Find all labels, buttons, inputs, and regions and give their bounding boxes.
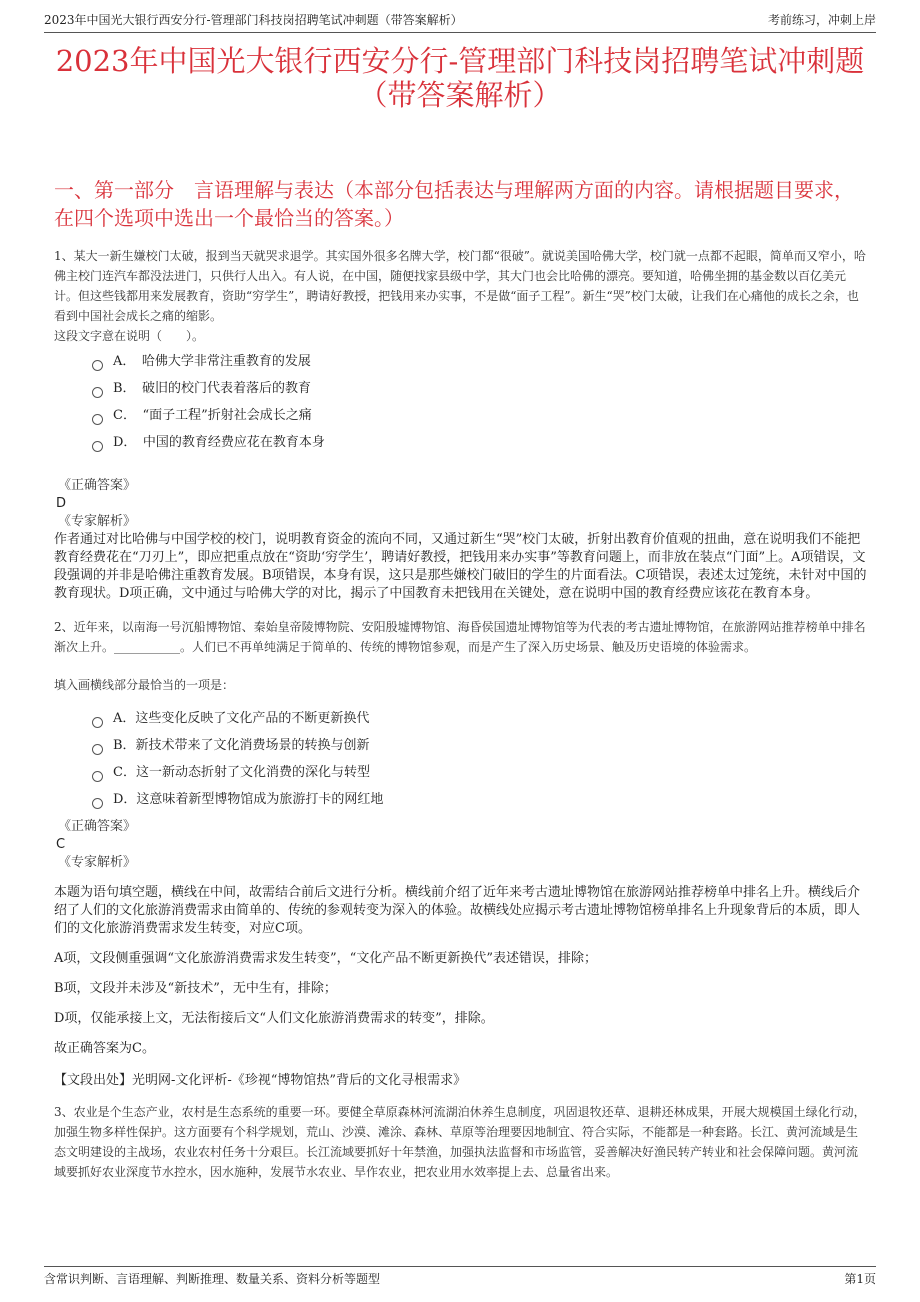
- option-a[interactable]: [92, 352, 868, 372]
- option-label: B．新技术带来了文化消费场景的转换与创新: [113, 738, 370, 753]
- footer-left-text: 含常识判断、言语理解、判断推理、数量关系、资料分析等题型: [44, 1272, 381, 1286]
- explanation-option-b: B项，文段并未涉及“新技术”，无中生有，排除；: [54, 981, 337, 996]
- option-a[interactable]: [92, 709, 868, 729]
- source-citation: 【文段出处】光明网-文化评析-《珍视“博物馆热”背后的文化寻根需求》: [54, 1073, 467, 1088]
- option-label: C．这一新动态折射了文化消费的深化与转型: [113, 765, 370, 780]
- option-d[interactable]: [92, 433, 868, 453]
- page-title: 2023年中国光大银行西安分行-管理部门科技岗招聘笔试冲刺题（带答案解析）: [55, 44, 865, 112]
- radio-icon[interactable]: [92, 414, 103, 425]
- section-heading: 一、第一部分 言语理解与表达（本部分包括表达与理解两方面的内容。请根据题目要求，在四个选项中选出一个最恰当的答案。）: [54, 178, 854, 230]
- page-header: [44, 10, 876, 33]
- answer-label: 《正确答案》: [58, 819, 137, 834]
- page-number: 第1页: [844, 1272, 876, 1286]
- content: [54, 246, 868, 1182]
- question-1-stem: 1、某大一新生嫌校门太破，报到当天就哭求退学。其实国外很多名牌大学，校门都“很破”。就说美国哈佛大学，校门就一点都不起眼，简单而又窄小，哈佛主校门连汽车都没法进门，只供行人出入。有人说，在中国，随便找家县级中学，其大门也会比哈佛的漂亮。要知道，哈佛坐拥的基金数以百亿美元计。但这些钱都用来发展教育，资助“穷学生”，聘请好教授，把钱用来办实事，不是做“面子工程”。新生“哭”校门太破，让我们在心痛他的成长之余，也看到中国社会成长之痛的缩影。: [54, 249, 866, 323]
- option-c[interactable]: [92, 763, 868, 783]
- option-b[interactable]: [92, 736, 868, 756]
- radio-icon[interactable]: [92, 744, 103, 755]
- explain-label: 《专家解析》: [58, 855, 137, 870]
- option-label: D．这意味着新型博物馆成为旅游打卡的网红地: [113, 792, 384, 807]
- explain-label: 《专家解析》: [58, 514, 137, 529]
- radio-icon[interactable]: [92, 798, 103, 809]
- radio-icon[interactable]: [92, 441, 103, 452]
- explanation: 本题为语句填空题，横线在中间，故需结合前后文进行分析。横线前介绍了近年来考古遗址博物馆在旅游网站推荐榜单中排名上升。横线后介绍了人们的文化旅游消费需求由简单的、传统的参观转变为深入的体验。故横线处应揭示考古遗址博物馆榜单排名上升现象背后的本质，即人们的文化旅游消费需求发生转变，对应C项。: [54, 885, 861, 936]
- option-label: A．这些变化反映了文化产品的不断更新换代: [113, 711, 370, 726]
- header-left-text: 2023年中国光大银行西安分行-管理部门科技岗招聘笔试冲刺题（带答案解析）: [44, 13, 463, 27]
- conclusion: 故正确答案为C。: [54, 1041, 155, 1056]
- answer-label: 《正确答案》: [58, 478, 137, 493]
- option-label: B． 破旧的校门代表着落后的教育: [113, 381, 312, 396]
- option-c[interactable]: [92, 406, 868, 426]
- radio-icon[interactable]: [92, 717, 103, 728]
- explanation: 作者通过对比哈佛与中国学校的校门，说明教育资金的流向不同，又通过新生“哭”校门太破，折射出教育价值观的扭曲，意在说明我们不能把教育经费花在“刀刃上”，即应把重点放在“资助‘穷学生’，聘请好教授，把钱用来办实事”等教育问题上，而非放在装点“门面”上。A项错误，文段强调的并非是哈佛注重教育发展。B项错误，本身有误，这只是那些嫌校门破旧的学生的片面看法。C项错误，表述太过笼统，未针对中国的教育现状。D项正确，文中通过与哈佛大学的对比，揭示了中国教育未把钱用在关键处，意在说明中国的教育经费应该花在教育本身。: [54, 532, 867, 601]
- question-2-prompt: 填入画横线部分最恰当的一项是：: [54, 678, 235, 692]
- option-label: A． 哈佛大学非常注重教育的发展: [113, 354, 311, 369]
- header-right-text: 考前练习，冲刺上岸: [767, 13, 876, 27]
- question-2-stem: 2、近年来，以南海一号沉船博物馆、秦始皇帝陵博物院、安阳殷墟博物馆、海昏侯国遗址博物馆等为代表的考古遗址博物馆，在旅游网站推荐榜单中排名渐次上升。___________。人们已不再单纯满足于简单的、传统的博物馆参观，而是产生了深入历史场景、触及历史语境的体验需求。: [54, 620, 866, 654]
- question-1-prompt: 这段文字意在说明（ ）。: [54, 329, 205, 343]
- radio-icon[interactable]: [92, 387, 103, 398]
- radio-icon[interactable]: [92, 360, 103, 371]
- radio-icon[interactable]: [92, 771, 103, 782]
- explanation-option-d: D项，仅能承接上文，无法衔接后文“人们文化旅游消费需求的转变”，排除。: [54, 1011, 494, 1026]
- option-label: D． 中国的教育经费应花在教育本身: [113, 435, 325, 450]
- option-b[interactable]: [92, 379, 868, 399]
- answer-value: C: [56, 837, 66, 852]
- question-3-stem: 3、农业是个生态产业，农村是生态系统的重要一环。要健全草原森林河流湖泊休养生息制度，巩固退牧还草、退耕还林成果，开展大规模国土绿化行动，加强生物多样性保护。这方面要有个科学规划，荒山、沙漠、滩涂、森林、草原等治理要因地制宜、符合实际，不能都是一种套路。长江、黄河流域是生态文明建设的主战场，农业农村任务十分艰巨。长江流域要抓好十年禁渔，加强执法监督和市场监管，妥善解决好渔民转产转业和社会保障问题。黄河流域要抓好农业深度节水控水，因水施种，发展节水农业、旱作农业，把农业用水效率提上去、总量省出来。: [54, 1105, 866, 1179]
- answer-value: D: [56, 496, 67, 511]
- explanation-option-a: A项，文段侧重强调“文化旅游消费需求发生转变”，“文化产品不断更新换代”表述错误，排除；: [54, 951, 597, 966]
- option-d[interactable]: [92, 790, 868, 810]
- option-label: C． “面子工程”折射社会成长之痛: [113, 408, 312, 423]
- page-footer: [44, 1266, 876, 1288]
